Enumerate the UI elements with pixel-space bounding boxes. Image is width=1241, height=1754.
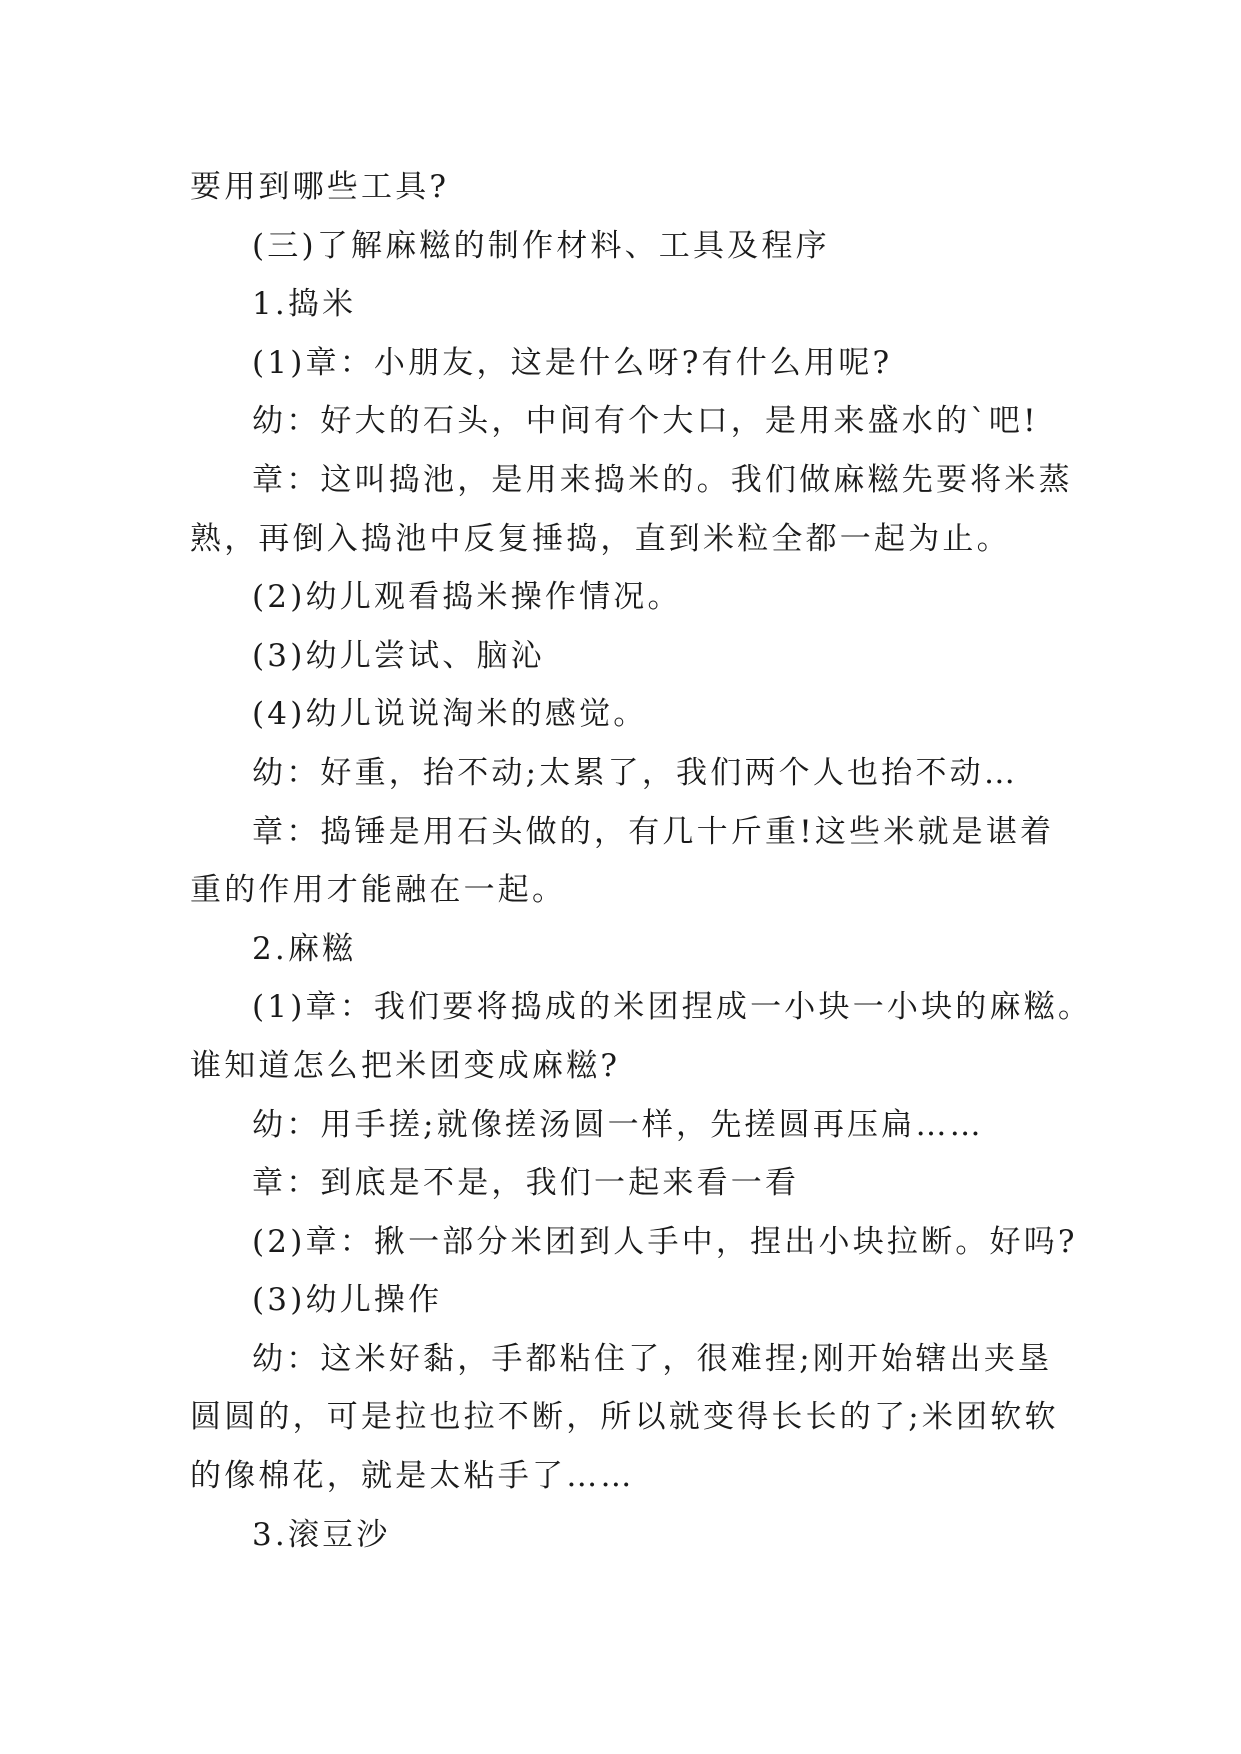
paragraph-line: 章：这叫捣池，是用来捣米的。我们做麻糍先要将米蒸 xyxy=(252,461,1073,498)
subsection-heading: 1.捣米 xyxy=(252,286,357,323)
paragraph-line: (1)章：我们要将捣成的米团捏成一小块一小块的麻糍。 xyxy=(252,989,1093,1026)
paragraph-line: (1)章：小朋友，这是什么呀?有什么用呢? xyxy=(252,344,893,381)
paragraph-line: (3)幼儿操作 xyxy=(252,1282,443,1319)
paragraph-line: 谁知道怎么把米团变成麻糍? xyxy=(190,1047,621,1084)
subsection-heading: 3.滚豆沙 xyxy=(252,1516,391,1553)
paragraph-line: 圆圆的，可是拉也拉不断，所以就变得长长的了;米团软软 xyxy=(190,1399,1059,1436)
paragraph-line: (2)章：揪一部分米团到人手中，捏出小块拉断。好吗? xyxy=(252,1223,1078,1260)
paragraph-line: (4)幼儿说说淘米的感觉。 xyxy=(252,696,648,733)
paragraph-line: (3)幼儿尝试、脑沁 xyxy=(252,637,545,674)
paragraph-line: 幼：好重，抬不动;太累了，我们两个人也抬不动… xyxy=(252,754,1019,791)
subsection-heading: 2.麻糍 xyxy=(252,930,357,967)
paragraph-line: 要用到哪些工具? xyxy=(190,169,450,205)
paragraph-line: 的像棉花，就是太粘手了…… xyxy=(190,1458,635,1495)
paragraph-line: 章：到底是不是，我们一起来看一看 xyxy=(252,1165,800,1202)
paragraph-line: 章：捣锤是用石头做的，有几十斤重!这些米就是谌着 xyxy=(252,813,1055,850)
paragraph-line: (2)幼儿观看捣米操作情况。 xyxy=(252,579,682,616)
paragraph-line: 幼：用手搓;就像搓汤圆一样，先搓圆再压扁…… xyxy=(252,1106,984,1143)
paragraph-line: 幼：这米好黏，手都粘住了，很难捏;刚开始辖出夹垦 xyxy=(252,1340,1053,1377)
section-heading: (三)了解麻糍的制作材料、工具及程序 xyxy=(252,227,830,264)
paragraph-line: 幼：好大的石头，中间有个大口，是用来盛水的`吧! xyxy=(252,403,1039,440)
paragraph-line: 重的作用才能融在一起。 xyxy=(190,872,567,909)
document-page xyxy=(190,158,1093,1564)
paragraph-line: 熟，再倒入捣池中反复捶捣，直到米粒全都一起为止。 xyxy=(190,520,1011,557)
